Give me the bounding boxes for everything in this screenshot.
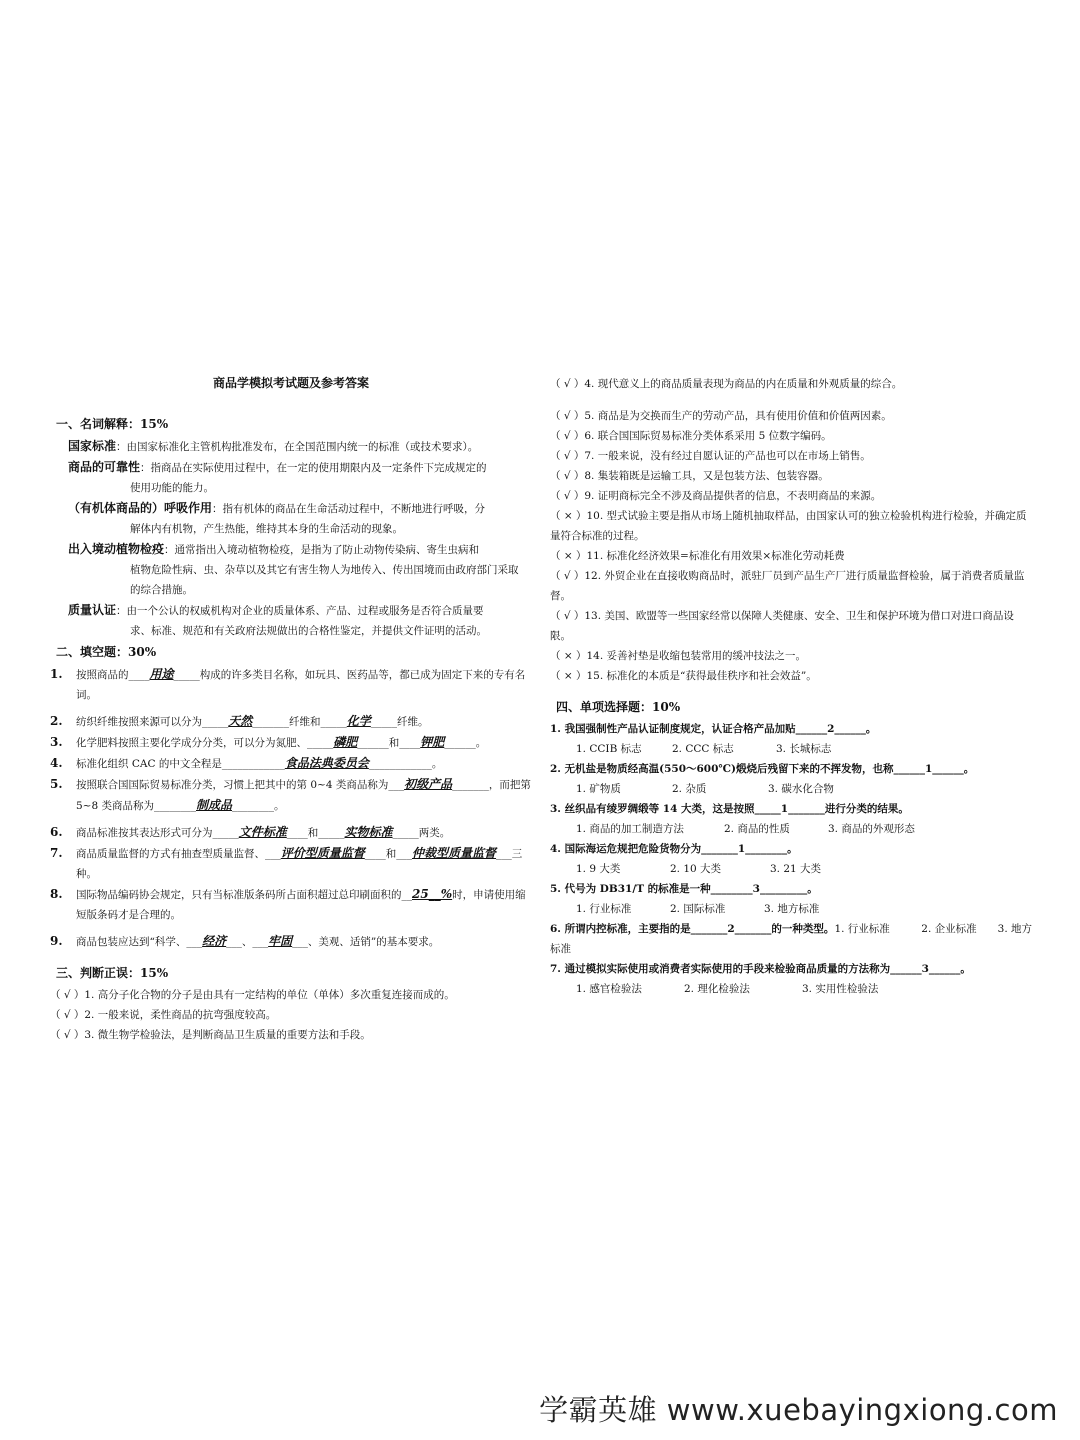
- tf-item: [550, 446, 1032, 466]
- mc-options: [550, 739, 1032, 759]
- term-text-continued: 求、标准、规范和有关政府法规做出的合格性鉴定，并提供文件证明的活动。: [130, 625, 487, 637]
- answer: 牢固: [268, 934, 293, 948]
- term-text-continued: 植物危险性病、虫、杂草以及其它有害生物人为地传入、传出国境而由政府部门采取: [130, 564, 519, 576]
- mc-question: 5. 代号为 DB31/T 的标准是一种________3_________。: [550, 883, 818, 895]
- mc-option: 1. 商品的加工制造方法: [576, 823, 684, 835]
- mc-options-inline: 1. 行业标准 2. 企业标准 3. 地方标准: [550, 923, 1033, 955]
- question-text: 按照联合国国际贸易标准分类，习惯上把其中的第 0~4 类商品称为___初级产品_______，而把第 5~8 类商品称为________制成品________。: [76, 777, 531, 812]
- term-name: （有机体商品的）呼吸作用: [68, 501, 213, 515]
- answer: 天然: [228, 714, 253, 728]
- mc-option: 2. CCC 标志: [672, 743, 734, 755]
- tf-text: 14. 妥善衬垫是收缩包装常用的缓冲技法之一。: [586, 650, 807, 662]
- term-text: ：由一个公认的权威机构对企业的质量体系、产品、过程或服务是否符合质量要: [116, 605, 484, 617]
- section-heading-fill-blanks: 二、填空题：30%: [56, 645, 157, 659]
- mc-option: 3. 21 大类: [770, 863, 822, 875]
- answer: 仲裁型质量监督: [412, 846, 497, 860]
- mc-option: 3. 长城标志: [776, 743, 832, 755]
- question-text: 化学肥料按照主要化学成分分类，可以分为氮肥、_____磷肥______和____钾肥______。: [76, 735, 487, 749]
- term-item: [68, 539, 532, 600]
- tf-item: [50, 985, 532, 1005]
- tf-item: [550, 646, 1032, 666]
- term-item: [68, 457, 532, 498]
- answer: 制成品: [196, 798, 233, 812]
- site-watermark: 学霸英雄 www.xuebayingxiong.com: [539, 1393, 1058, 1427]
- term-item: [68, 600, 532, 641]
- fill-item: [50, 774, 532, 816]
- question-number: 3.: [50, 735, 63, 749]
- term-text: ：通常指出入境动植物检疫，是指为了防止动物传染病、寄生虫病和: [164, 544, 480, 556]
- tf-mark: （ × ）: [550, 510, 587, 522]
- section-heading-definitions: 一、名词解释：15%: [56, 417, 169, 431]
- right-column: [550, 374, 1032, 999]
- mc-option: 3. 商品的外观形态: [828, 823, 915, 835]
- tf-text: 3. 微生物学检验法，是判断商品卫生质量的重要方法和手段。: [84, 1029, 371, 1041]
- tf-item: [550, 374, 1032, 394]
- mc-question: 6. 所谓内控标准，主要指的是_______2_______的一种类型。: [550, 923, 835, 935]
- answer: 化学: [346, 714, 371, 728]
- mc-options: [550, 819, 1032, 839]
- term-text: ：由国家标准化主管机构批准发布，在全国范围内统一的标准（或技术要求）。: [116, 441, 479, 453]
- mc-question: 4. 国际海运危规把危险货物分为_______1________。: [550, 843, 798, 855]
- tf-text: 6. 联合国国际贸易标准分类体系采用 5 位数字编码。: [584, 430, 832, 442]
- question-number: 8.: [50, 887, 63, 901]
- answer: 磷肥: [333, 735, 358, 749]
- answer: 评价型质量监督: [280, 846, 365, 860]
- mc-question: 2. 无机盐是物质经高温(550～600℃)煅烧后残留下来的不挥发物，也称______1______。: [550, 763, 975, 775]
- tf-item: [550, 546, 1032, 566]
- answer: 经济: [202, 934, 227, 948]
- tf-text: 9. 证明商标完全不涉及商品提供者的信息，不表明商品的来源。: [584, 490, 882, 502]
- mc-options: [550, 979, 1032, 999]
- mc-option: 2. 10 大类: [670, 863, 722, 875]
- mc-options: [550, 899, 1032, 919]
- tf-item: [50, 1005, 532, 1025]
- mc-option: 1. CCIB 标志: [576, 743, 642, 755]
- question-text: 国际物品编码协会规定，只有当标准版条码所占面积超过总印刷面积的__25__%时，申请使用缩短版条码才是合理的。: [76, 887, 526, 921]
- question-text: 商品质量监督的方式有抽查型质量监督、___评价型质量监督____和___仲裁型质量监督___三种。: [76, 846, 523, 880]
- tf-text: 15. 标准化的本质是“获得最佳秩序和社会效益”。: [586, 670, 817, 682]
- tf-mark: （ √ ）: [550, 570, 585, 582]
- mc-option: 2. 商品的性质: [724, 823, 790, 835]
- tf-item: [550, 666, 1032, 686]
- tf-mark: （ √ ）: [550, 450, 585, 462]
- term-text: ：指商品在实际使用过程中，在一定的使用期限内及一定条件下完成规定的: [140, 462, 487, 474]
- question-number: 5.: [50, 777, 63, 791]
- question-number: 1.: [50, 667, 63, 681]
- fill-item: [50, 664, 532, 705]
- mc-question: 1. 我国强制性产品认证制度规定，认证合格产品加贴______2______。: [550, 723, 877, 735]
- fill-item: [50, 884, 532, 925]
- tf-text: 8. 集装箱既是运输工具，又是包装方法、包装容器。: [584, 470, 829, 482]
- tf-text: 12. 外贸企业在直接收购商品时，派驻厂员到产品生产厂进行质量监督检验，属于消费者质量监督。: [550, 570, 1025, 602]
- term-name: 质量认证: [68, 603, 117, 617]
- term-name: 商品的可靠性: [68, 460, 141, 474]
- tf-item: [550, 566, 1032, 606]
- tf-mark: （ √ ）: [550, 430, 585, 442]
- mc-question: 3. 丝织品有绫罗绸缎等 14 大类，这是按照_____1_______进行分类的结果。: [550, 803, 909, 815]
- answer: 钾肥: [420, 735, 445, 749]
- mc-option: 2. 理化检验法: [684, 983, 750, 995]
- term-text-continued: 使用功能的能力。: [130, 482, 214, 494]
- question-text: 标准化组织 CAC 的中文全程是____________食品法典委员会____________。: [76, 756, 443, 770]
- mc-option: 1. 感官检验法: [576, 983, 642, 995]
- mc-option: 3. 地方标准: [764, 903, 820, 915]
- tf-mark: （ √ ）: [550, 410, 585, 422]
- term-item: [68, 498, 532, 539]
- tf-text: 1. 高分子化合物的分子是由具有一定结构的单位（单体）多次重复连接而成的。: [84, 989, 455, 1001]
- fill-item: [50, 732, 532, 753]
- question-text: 纺织纤维按照来源可以分为_____天然_______纤维和_____化学_____纤维。: [76, 714, 429, 728]
- tf-mark: （ √ ）: [550, 378, 585, 390]
- tf-item: [550, 606, 1032, 646]
- term-text-continued: 的综合措施。: [130, 584, 193, 596]
- mc-option: 2. 杂质: [672, 783, 707, 795]
- mc-option: 1. 矿物质: [576, 783, 621, 795]
- term-item: [68, 436, 532, 457]
- tf-mark: （ × ）: [550, 670, 587, 682]
- tf-text: 2. 一般来说，柔性商品的抗弯强度较高。: [84, 1009, 277, 1021]
- question-number: 4.: [50, 756, 63, 770]
- section-heading-multiple-choice: 四、单项选择题：10%: [556, 700, 681, 714]
- tf-text: 7. 一般来说，没有经过自愿认证的产品也可以在市场上销售。: [584, 450, 871, 462]
- tf-item: [550, 506, 1032, 546]
- left-column: [50, 374, 532, 1045]
- fill-item: [50, 753, 532, 774]
- tf-text: 13. 美国、欧盟等一些国家经常以保障人类健康、安全、卫生和保护环境为借口对进口商品设限。: [550, 610, 1014, 642]
- term-name: 出入境动植物检疫: [68, 542, 165, 556]
- document-title: 商品学模拟考试题及参考答案: [212, 376, 369, 390]
- answer: 25__%: [412, 887, 453, 901]
- answer: 实物标准: [344, 825, 393, 839]
- fill-item: [50, 822, 532, 843]
- tf-mark: （ × ）: [550, 650, 587, 662]
- question-text: 按照商品的____用途_____构成的许多类目名称，如玩具、医药品等，都已成为固定下来的专有名词。: [76, 667, 526, 701]
- question-text: 商品标准按其表达形式可分为_____文件标准____和_____实物标准_____两类。: [76, 825, 451, 839]
- tf-mark: （ √ ）: [50, 1009, 85, 1021]
- mc-option: 2. 国际标准: [670, 903, 726, 915]
- tf-text: 10. 型式试验主要是指从市场上随机抽取样品，由国家认可的独立检验机构进行检验，并确定质量符合标准的过程。: [550, 510, 1027, 542]
- tf-item: [550, 426, 1032, 446]
- mc-question-inline: [550, 919, 1032, 959]
- fill-item: [50, 711, 532, 732]
- tf-mark: （ √ ）: [50, 1029, 85, 1041]
- mc-options: [550, 779, 1032, 799]
- answer: 用途: [149, 667, 174, 681]
- tf-item: [550, 486, 1032, 506]
- mc-option: 3. 碳水化合物: [768, 783, 834, 795]
- term-text: ：指有机体的商品在生命活动过程中，不断地进行呼吸，分: [212, 503, 486, 515]
- term-text-continued: 解体内有机物，产生热能，维持其本身的生命活动的现象。: [130, 523, 403, 535]
- mc-options: [550, 859, 1032, 879]
- fill-item: [50, 931, 532, 952]
- tf-item: [550, 466, 1032, 486]
- question-number: 9.: [50, 934, 63, 948]
- answer: 初级产品: [404, 777, 453, 791]
- term-name: 国家标准: [68, 439, 117, 453]
- tf-item: [50, 1025, 532, 1045]
- tf-mark: （ √ ）: [550, 470, 585, 482]
- question-number: 2.: [50, 714, 63, 728]
- tf-item: [550, 406, 1032, 426]
- answer: 文件标准: [238, 825, 287, 839]
- answer: 食品法典委员会: [284, 756, 369, 770]
- mc-option: 3. 实用性检验法: [802, 983, 879, 995]
- tf-mark: （ √ ）: [550, 610, 585, 622]
- fill-item: [50, 843, 532, 884]
- question-number: 6.: [50, 825, 63, 839]
- tf-mark: （ √ ）: [50, 989, 85, 1001]
- question-number: 7.: [50, 846, 63, 860]
- tf-mark: （ × ）: [550, 550, 587, 562]
- mc-question: 7. 通过模拟实际使用或消费者实际使用的手段来检验商品质量的方法称为______3______。: [550, 963, 971, 975]
- question-text: 商品包装应达到“科学、___经济___、___牢固___、美观、适销”的基本要求。: [76, 934, 440, 948]
- tf-text: 4. 现代意义上的商品质量表现为商品的内在质量和外观质量的综合。: [584, 378, 903, 390]
- tf-text: 5. 商品是为交换而生产的劳动产品，具有使用价值和价值两因素。: [584, 410, 892, 422]
- section-heading-true-false: 三、判断正误：15%: [56, 966, 169, 980]
- mc-option: 1. 9 大类: [576, 863, 621, 875]
- mc-option: 1. 行业标准: [576, 903, 632, 915]
- tf-mark: （ √ ）: [550, 490, 585, 502]
- tf-text: 11. 标准化经济效果=标准化有用效果×标准化劳动耗费: [586, 550, 845, 562]
